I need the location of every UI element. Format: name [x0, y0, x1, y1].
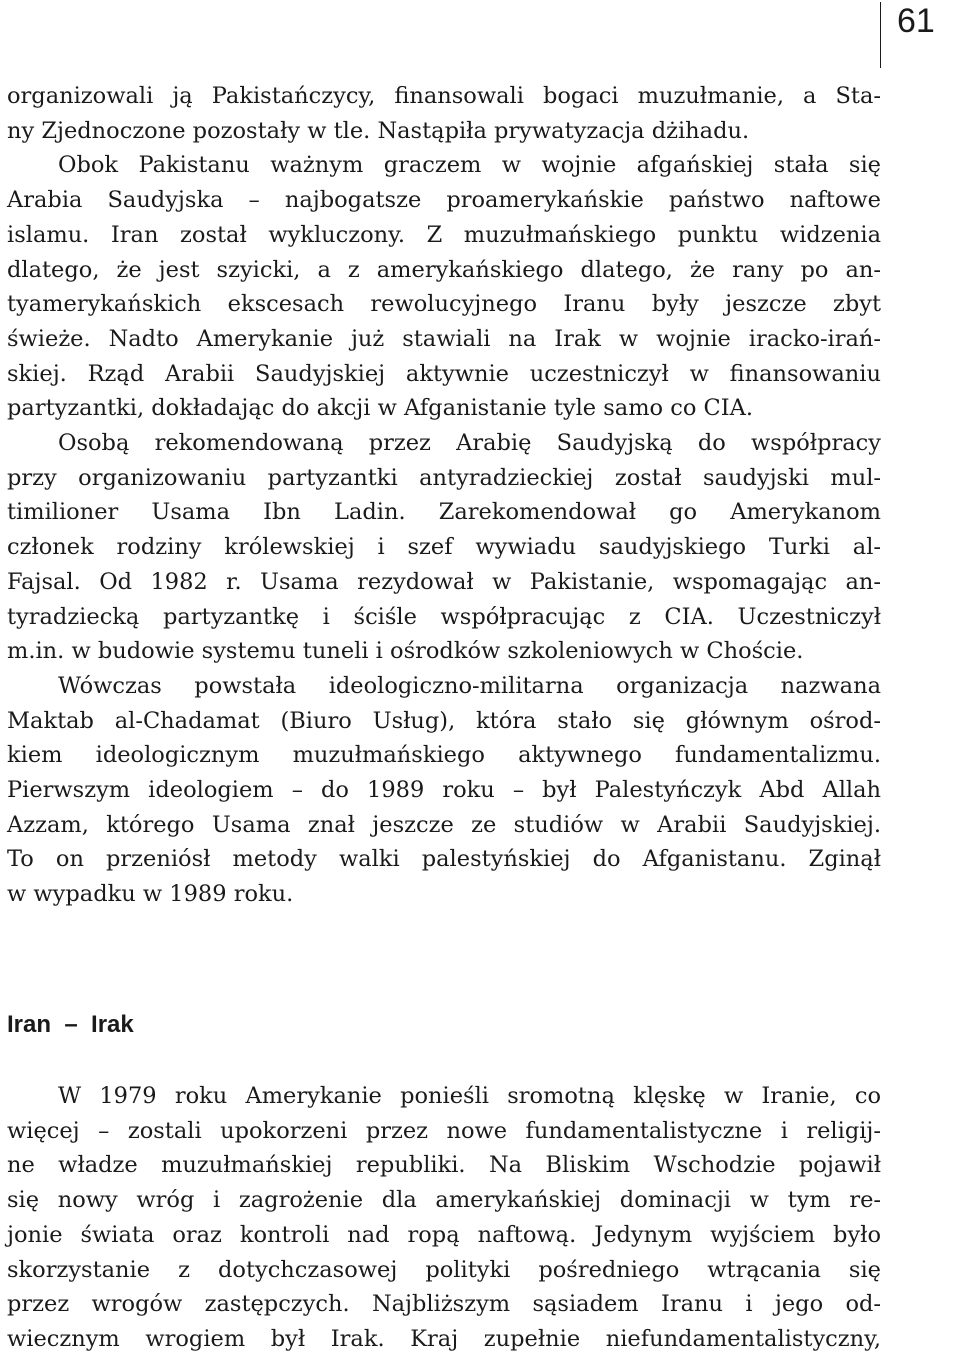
text-line: Azzam, którego Usama znał jeszcze ze studiów w Arabii Saudyjskiej. — [7, 811, 881, 838]
text-line: ne władze muzułmańskiej republiki. Na Bliskim Wschodzie pojawił — [7, 1152, 881, 1179]
text-line: partyzantki, dokładając do akcji w Afganistanie tyle samo co CIA. — [7, 395, 754, 422]
body-text-bottom — [7, 1079, 881, 1357]
paragraph — [7, 669, 881, 912]
text-line: w wypadku w 1989 roku. — [7, 881, 294, 908]
text-line: przez wrogów zastępczych. Najbliższym sąsiadem Iranu i jego od- — [7, 1291, 881, 1318]
text-line: Pierwszym ideologiem – do 1989 roku – był Palestyńczyk Abd Allah — [7, 777, 881, 804]
section-heading: Iran – Irak — [7, 1011, 134, 1038]
body-text-top — [7, 79, 881, 912]
text-line: więcej – zostali upokorzeni przez nowe fundamentalistyczne i religij- — [7, 1117, 881, 1144]
text-line: tyradziecką partyzantkę i ściśle współpracując z CIA. Uczestniczył — [7, 603, 881, 630]
text-line: Osobą rekomendowaną przez Arabię Saudyjską do współpracy — [58, 430, 881, 457]
text-line: m.in. w budowie systemu tuneli i ośrodków szkoleniowych w Choście. — [7, 638, 804, 665]
text-line: Wówczas powstała ideologiczno-militarna organizacja nazwana — [58, 672, 881, 699]
text-line: wiecznym wrogiem był Irak. Kraj zupełnie niefundamentalistyczny, — [7, 1325, 881, 1352]
paragraph — [7, 79, 881, 148]
text-line: Arabia Saudyjska – najbogatsze proamerykańskie państwo naftowe — [7, 187, 881, 214]
text-line: się nowy wróg i zagrożenie dla amerykańskiej dominacji w tym re- — [7, 1187, 881, 1214]
text-line: przy organizowaniu partyzantki antyradzieckiej został saudyjski mul- — [7, 464, 881, 491]
text-line: tyamerykańskich ekscesach rewolucyjnego Iranu były jeszcze zbyt — [7, 291, 881, 318]
paragraph — [7, 148, 881, 426]
text-line: islamu. Iran został wykluczony. Z muzułmańskiego punktu widzenia — [7, 221, 881, 248]
paragraph — [7, 426, 881, 669]
text-line: dlatego, że jest szyicki, a z amerykańskiego dlatego, że rany po an- — [7, 256, 881, 283]
header-rule — [880, 2, 881, 68]
text-line: Fajsal. Od 1982 r. Usama rezydował w Pakistanie, wspomagając an- — [7, 568, 881, 595]
text-line: skiej. Rząd Arabii Saudyjskiej aktywnie uczestniczył w finansowaniu — [7, 360, 881, 387]
text-line: To on przeniósł metody walki palestyńskiej do Afganistanu. Zginął — [7, 846, 881, 873]
text-line: timilioner Usama Ibn Ladin. Zarekomendował go Amerykanom — [7, 499, 881, 526]
text-line: skorzystanie z dotychczasowej polityki pośredniego wtrącania się — [7, 1256, 881, 1283]
text-line: kiem ideologicznym muzułmańskiego aktywnego fundamentalizmu. — [7, 742, 881, 769]
text-line: świeże. Nadto Amerykanie już stawiali na Irak w wojnie iracko-irań- — [7, 325, 881, 352]
page-number: 61 — [897, 2, 935, 40]
text-line: jonie świata oraz kontroli nad ropą naftową. Jedynym wyjściem było — [7, 1221, 881, 1248]
text-line: Obok Pakistanu ważnym graczem w wojnie afgańskiej stała się — [58, 152, 881, 179]
text-line: Maktab al-Chadamat (Biuro Usług), która stało się głównym ośrod- — [7, 707, 881, 734]
text-line: członek rodziny królewskiej i szef wywiadu saudyjskiego Turki al- — [7, 534, 881, 561]
paragraph — [7, 1079, 881, 1357]
text-line: ny Zjednoczone pozostały w tle. Nastąpiła prywatyzacja dżihadu. — [7, 117, 750, 144]
text-line: W 1979 roku Amerykanie ponieśli sromotną klęskę w Iranie, co — [58, 1083, 881, 1109]
text-line: organizowali ją Pakistańczycy, finansowali bogaci muzułmanie, a Sta- — [7, 83, 881, 109]
